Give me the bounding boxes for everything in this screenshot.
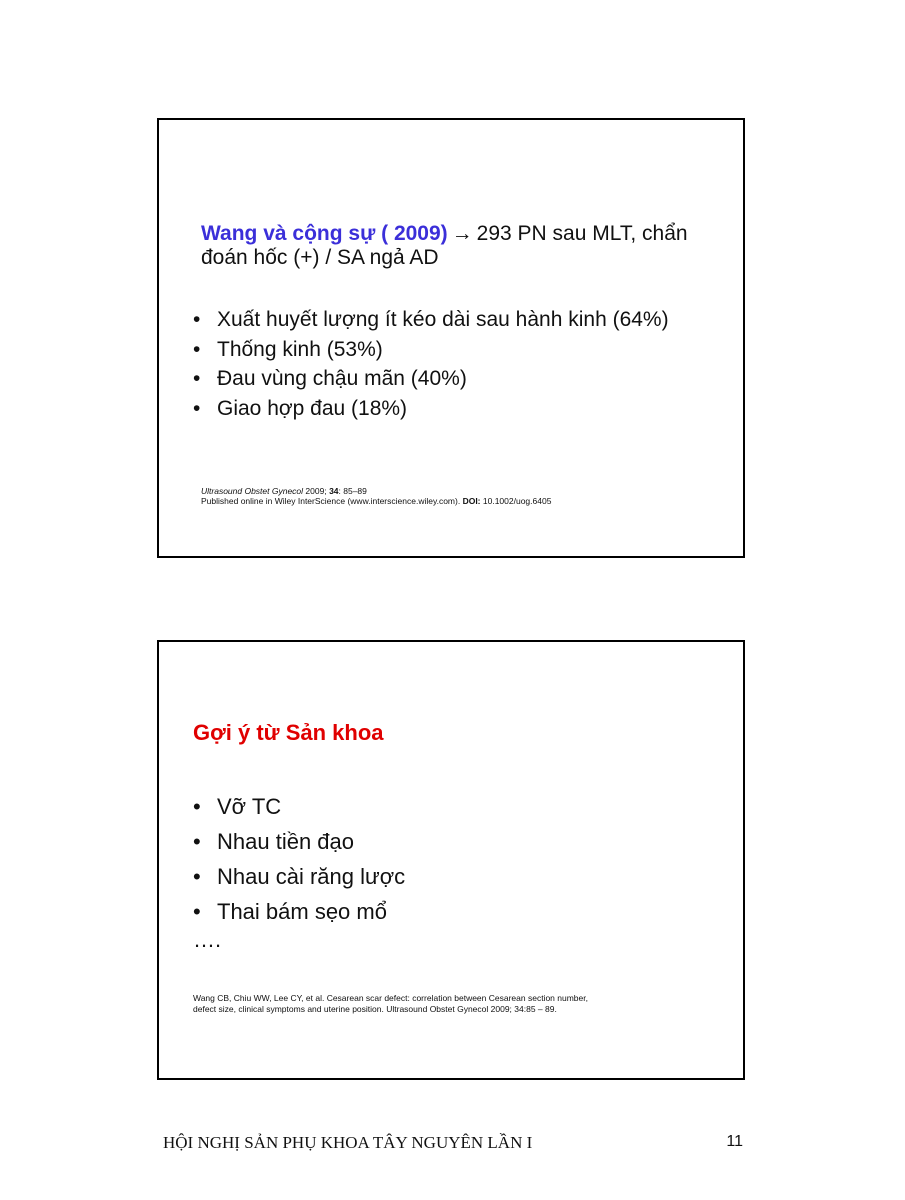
reference-journal: Ultrasound Obstet Gynecol xyxy=(201,486,304,496)
list-item xyxy=(193,305,669,335)
bullet-icon: • xyxy=(193,899,201,924)
slide-2-heading: Gợi ý từ Sản khoa xyxy=(193,720,384,745)
heading-highlight: Wang và cộng sự ( 2009) xyxy=(201,222,448,245)
footer-title: HỘI NGHỊ SẢN PHỤ KHOA TÂY NGUYÊN LẦN I xyxy=(163,1133,533,1152)
list-item-text: Nhau tiền đạo xyxy=(217,829,354,854)
list-item xyxy=(193,394,669,424)
slide-1-heading xyxy=(201,222,721,270)
list-item xyxy=(193,335,669,365)
reference-doi-label: DOI: xyxy=(462,496,481,506)
reference-pages: : 85–89 xyxy=(338,486,367,496)
page-number: 11 xyxy=(726,1133,743,1150)
ellipsis-text: …. xyxy=(193,927,222,952)
list-item xyxy=(193,789,405,824)
slide-1 xyxy=(157,118,745,558)
bullet-icon: • xyxy=(193,308,201,331)
list-item-text: Vỡ TC xyxy=(217,794,282,819)
reference-doi: 10.1002/uog.6405 xyxy=(480,496,552,506)
bullet-icon: • xyxy=(193,367,201,390)
heading-text-line1: 293 PN sau MLT, chẩn xyxy=(476,222,688,245)
heading-text-line2: đoán hốc (+) / SA ngả AD xyxy=(201,246,439,269)
slide-2 xyxy=(157,640,745,1080)
list-item xyxy=(193,824,405,859)
reference-line-2: defect size, clinical symptoms and uterine position. Ultrasound Obstet Gynecol 2009; 34:85 – 89. xyxy=(193,1004,557,1014)
reference-published: Published online in Wiley InterScience (www.interscience.wiley.com). xyxy=(201,496,463,506)
reference-volume: 34 xyxy=(329,486,339,496)
list-item-text: Giao hợp đau (18%) xyxy=(217,396,408,420)
slide-1-reference xyxy=(201,486,551,506)
list-item xyxy=(193,859,405,894)
slide-2-reference xyxy=(193,993,723,1015)
slide-2-bullet-list xyxy=(193,789,405,929)
bullet-icon: • xyxy=(193,396,201,420)
list-item-text: Nhau cài răng lược xyxy=(217,864,406,889)
list-item-text: Xuất huyết lượng ít kéo dài sau hành kinh (64%) xyxy=(217,308,669,331)
list-item-text: Thống kinh (53%) xyxy=(217,337,383,361)
slide-1-bullet-list xyxy=(193,305,669,423)
bullet-icon: • xyxy=(193,829,201,854)
bullet-icon: • xyxy=(193,337,201,361)
bullet-icon: • xyxy=(193,794,201,819)
arrow-right-icon: → xyxy=(451,222,473,245)
reference-line-1: Wang CB, Chiu WW, Lee CY, et al. Cesarean scar defect: correlation between Cesarean section number, xyxy=(193,993,588,1003)
page-footer xyxy=(163,1133,743,1153)
list-item-text: Thai bám sẹo mổ xyxy=(217,899,387,924)
list-item xyxy=(193,364,669,394)
reference-year: 2009; xyxy=(303,486,330,496)
list-item xyxy=(193,894,405,929)
list-item-text: Đau vùng chậu mãn (40%) xyxy=(217,367,467,390)
bullet-icon: • xyxy=(193,864,201,889)
